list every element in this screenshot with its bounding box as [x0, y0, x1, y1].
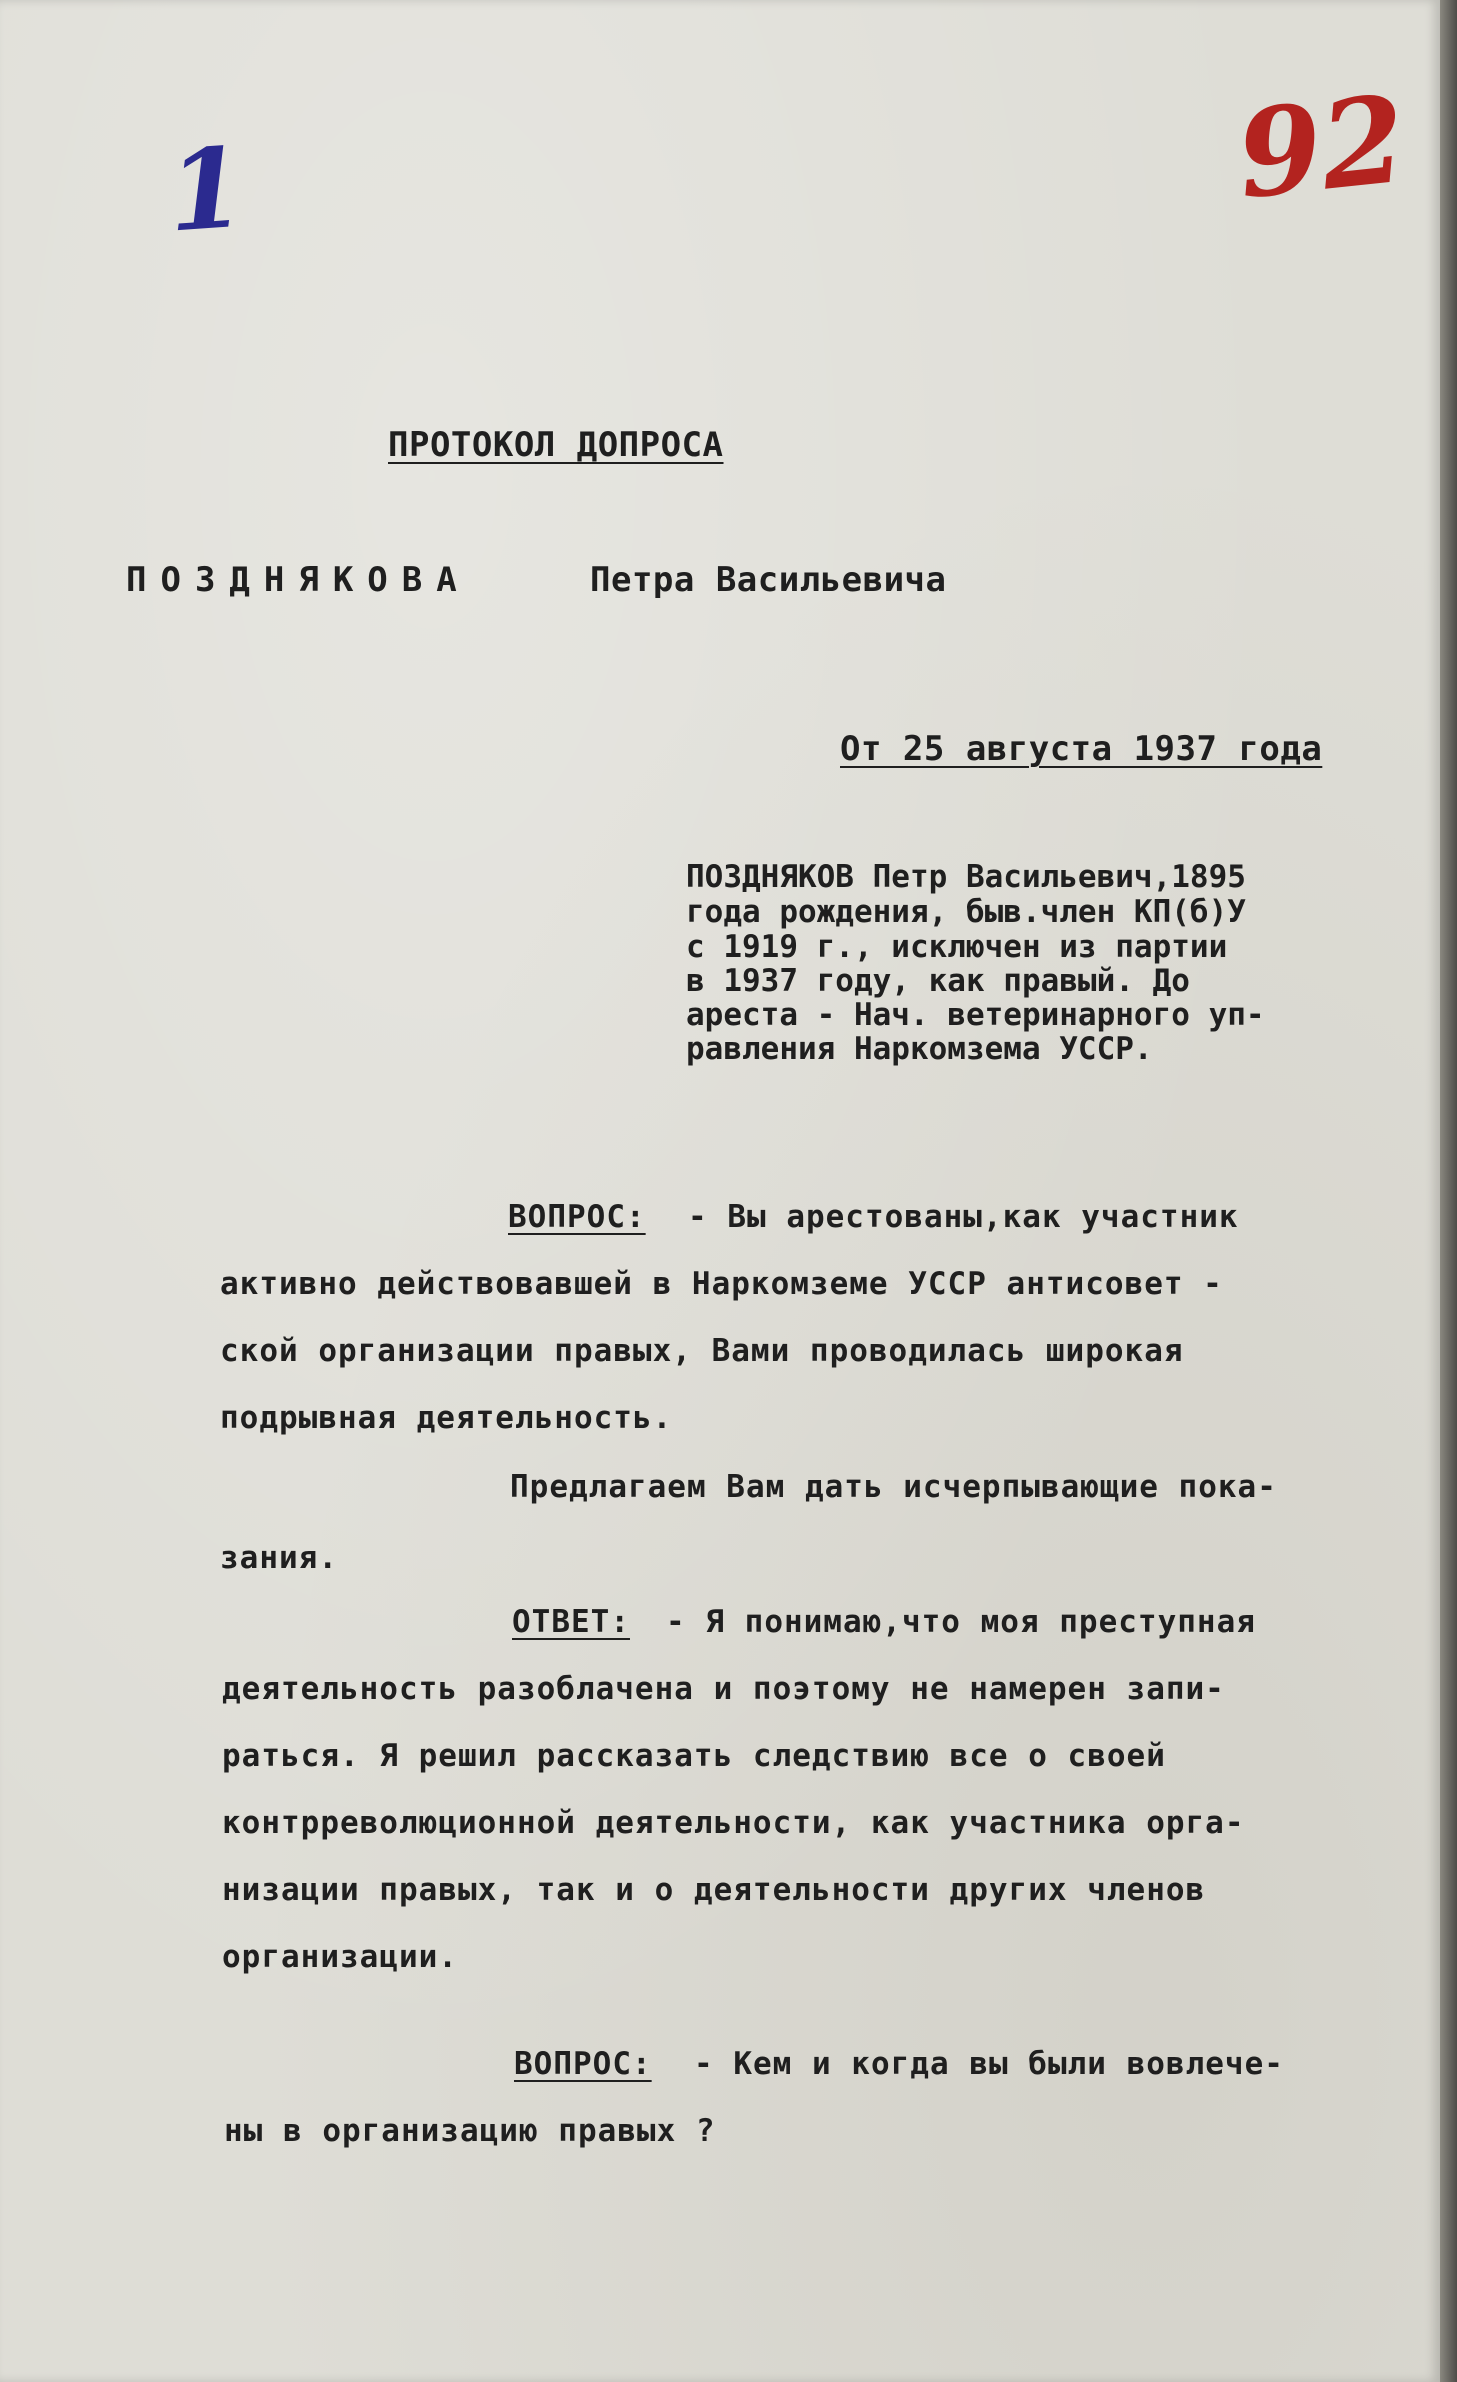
- info-line: в 1937 году, как правый. До: [686, 963, 1190, 999]
- page-edge: [1440, 0, 1457, 2382]
- question-text: - Кем и когда вы были вовлече-: [694, 2046, 1284, 2082]
- info-line: ареста - Нач. ветеринарного уп-: [686, 997, 1265, 1033]
- question-label: ВОПРОС:: [508, 1199, 646, 1235]
- subject-name: Петра Васильевича: [590, 560, 947, 600]
- question-text: зания.: [220, 1540, 338, 1576]
- question-text: Предлагаем Вам дать исчерпывающие пока-: [510, 1469, 1277, 1505]
- document-title: ПРОТОКОЛ ДОПРОСА: [388, 425, 724, 465]
- answer-label: ОТВЕТ:: [512, 1604, 630, 1640]
- document-date: От 25 августа 1937 года: [840, 729, 1323, 769]
- answer-text: раться. Я решил рассказать следствию все о своей: [222, 1738, 1166, 1774]
- info-line: ПОЗДНЯКОВ Петр Васильевич,1895: [686, 859, 1246, 895]
- answer-text: организации.: [222, 1939, 458, 1975]
- question-text: - Вы арестованы,как участник: [688, 1199, 1239, 1235]
- info-line: с 1919 г., исключен из партии: [686, 929, 1228, 965]
- red-page-number: 92: [1231, 68, 1412, 227]
- answer-text: - Я понимаю,что моя преступная: [666, 1604, 1256, 1640]
- question-text: подрывная деятельность.: [220, 1400, 673, 1436]
- answer-text: деятельность разоблачена и поэтому не намерен запи-: [222, 1671, 1225, 1707]
- info-line: года рождения, быв.член КП(б)У: [686, 894, 1246, 930]
- blue-handwritten-mark: 1: [163, 122, 249, 257]
- question-label: ВОПРОС:: [514, 2046, 652, 2082]
- answer-text: низации правых, так и о деятельности других членов: [222, 1872, 1206, 1908]
- info-line: равления Наркомзема УССР.: [686, 1031, 1153, 1067]
- question-text: ской организации правых, Вами проводилась широкая: [220, 1333, 1184, 1369]
- subject-surname: ПОЗДНЯКОВА: [126, 560, 471, 600]
- answer-text: контрреволюционной деятельности, как участника орга-: [222, 1805, 1245, 1841]
- question-text: ны в организацию правых ?: [224, 2113, 716, 2149]
- question-text: активно действовавшей в Наркомземе УССР антисовет -: [220, 1266, 1223, 1302]
